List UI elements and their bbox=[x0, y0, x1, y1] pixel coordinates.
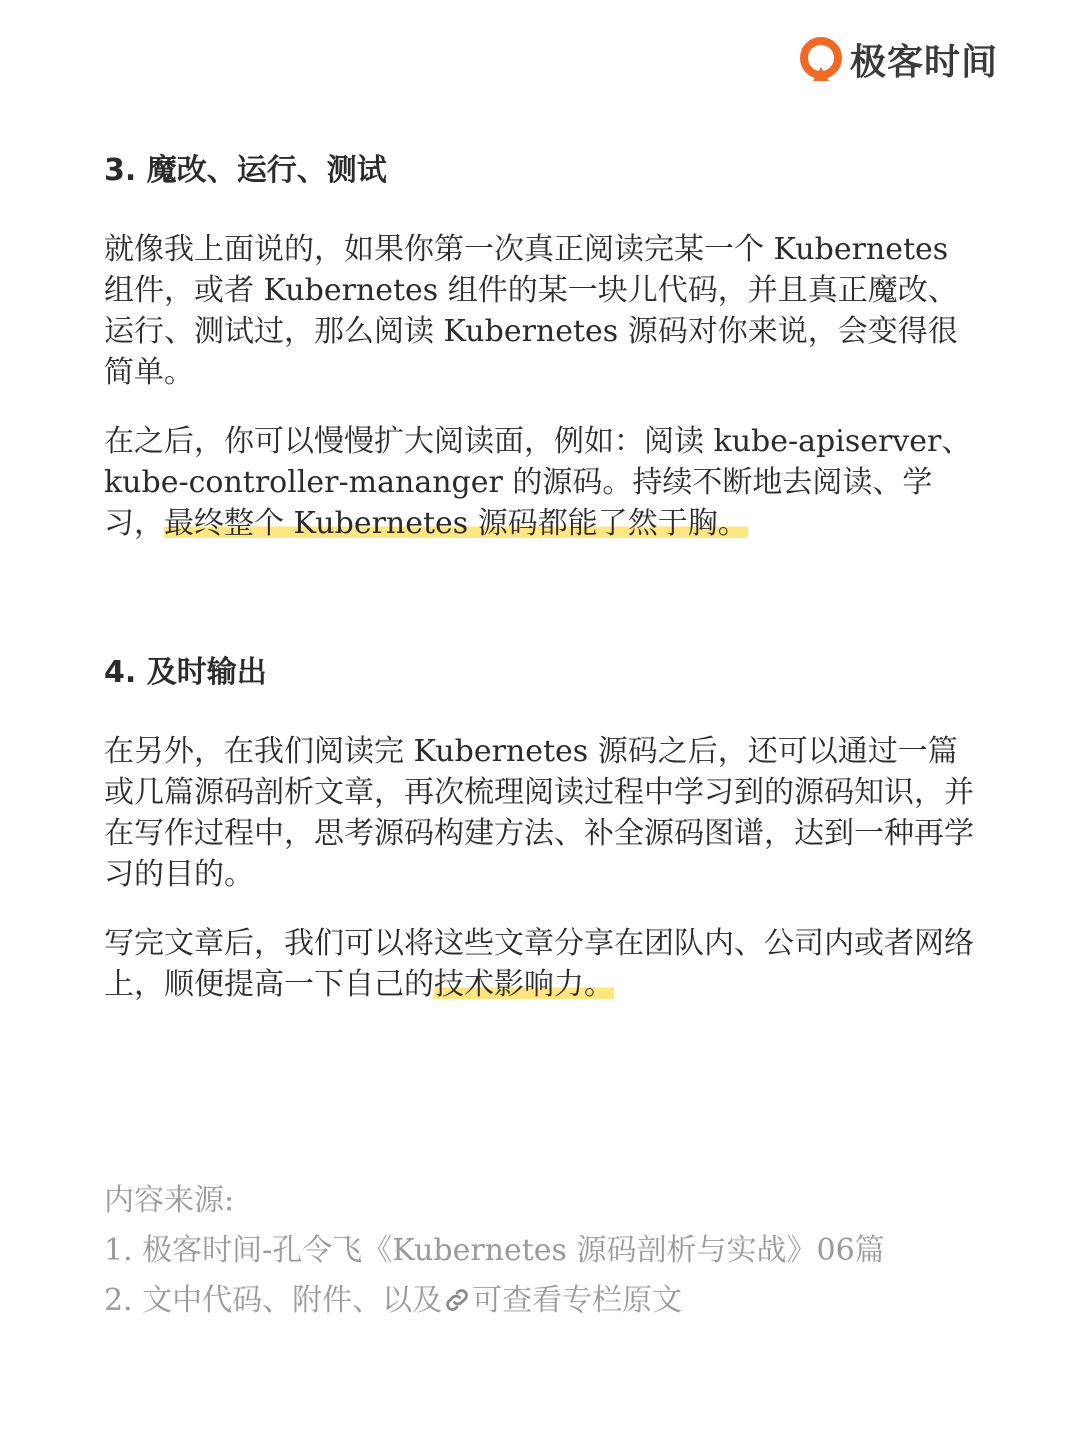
source-item-2-suffix: 可查看专栏原文 bbox=[472, 1283, 683, 1318]
section-4-highlight: 技术影响力。 bbox=[434, 967, 614, 1002]
section-3-heading: 3. 魔改、运行、测试 bbox=[104, 153, 387, 188]
link-icon bbox=[442, 1285, 472, 1315]
sources-block bbox=[104, 1176, 885, 1326]
source-item-2-prefix: 2. 文中代码、附件、以及 bbox=[104, 1283, 443, 1318]
brand-name: 极客时间 bbox=[849, 42, 998, 83]
source-item-1: 1. 极客时间-孔令飞《Kubernetes 源码剖析与实战》06篇 bbox=[104, 1233, 885, 1268]
section-4-paragraph-1: 在另外，在我们阅读完 Kubernetes 源码之后，还可以通过一篇或几篇源码剖析文章，再次梳理阅读过程中学习到的源码知识，并在写作过程中，思考源码构建方法、补全源码图谱，达到一种再学习的目的。 bbox=[104, 734, 974, 892]
article-body bbox=[104, 150, 984, 1033]
brand-logo bbox=[798, 34, 998, 85]
sources-label: 内容来源: bbox=[104, 1183, 235, 1218]
section-4-heading: 4. 及时输出 bbox=[104, 655, 267, 690]
section-3-paragraph-1: 就像我上面说的，如果你第一次真正阅读完某一个 Kubernetes 组件，或者 Kubernetes 组件的某一块儿代码，并且真正魔改、运行、测试过，那么阅读 Kubernetes 源码对你来说，会变得很简单。 bbox=[104, 232, 958, 390]
geektime-logo-icon bbox=[798, 37, 844, 83]
section-3-highlight: 最终整个 Kubernetes 源码都能了然于胸。 bbox=[164, 506, 748, 541]
section-4-paragraph-2-text: 写完文章后，我们可以将这些文章分享在团队内、公司内或者网络上，顺便提高一下自己的 bbox=[104, 926, 974, 1002]
section-4-paragraph-2 bbox=[104, 923, 984, 1005]
source-item-2 bbox=[104, 1276, 885, 1326]
section-3-paragraph-2-text: 在之后，你可以慢慢扩大阅读面，例如：阅读 kube-apiserver、kube-controller-mananger 的源码。持续不断地去阅读、学习， bbox=[104, 424, 972, 541]
section-3-paragraph-2 bbox=[104, 421, 984, 544]
